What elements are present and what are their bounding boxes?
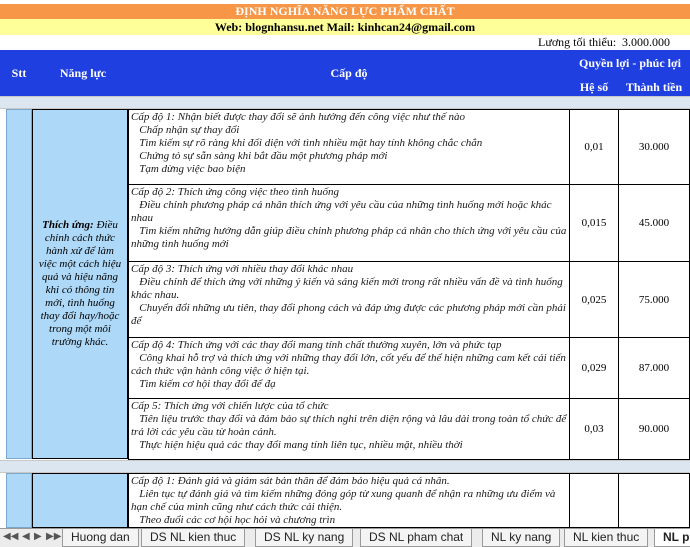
- level-5-thanh-tien: 90.000: [618, 398, 690, 460]
- level-5-text: Cấp 5: Thích ứng với chiến lược của tổ chức Tiên liệu trước thay đổi và đảm bảo sự thích nghi trên diện rộng và lâu dài trong toàn tổ chức để trả lời các yêu cầu từ hoàn cảnh. Thực hiện hiệu quả các thay đổi mang tính liên tục, nhiều mặt, nhiều thời: [131, 400, 567, 451]
- competency-description: Điều chỉnh cách thức hành xử để làm việc một cách hiệu quả và hiệu năng khi có thông tin mới, tình huống thay đổi hay/hoặc trong một môi trường khác.: [38, 219, 122, 348]
- header-nang-luc: Năng lực: [59, 66, 107, 80]
- salary-row: [0, 35, 690, 50]
- header-quyen-loi: Quyền lợi - phúc lợi: [579, 56, 681, 70]
- tab-nl-ky-nang[interactable]: NL ky nang: [482, 529, 560, 547]
- header-stt: Stt: [11, 66, 27, 80]
- sheet-tab-bar: [0, 528, 690, 547]
- level-3-text: Cấp độ 3: Thích ứng với nhiều thay đổi khác nhau Điều chỉnh để thích ứng với những ý kiến và sáng kiến mới trong rất nhiều vấn đề và tình huống khác nhau. Chuyển đổi những ưu tiên, thay đổi phong cách và đáp ứng được các phương pháp mới cần phải để: [131, 263, 566, 327]
- competency-name: Thích ứng:: [42, 219, 94, 231]
- salary-value: 3.000.000: [622, 35, 670, 49]
- stt-cell: [6, 109, 32, 459]
- web-mail-line: Web: blognhansu.net Mail: kinhcan24@gmail.com: [0, 19, 690, 35]
- next-he-so: [569, 473, 619, 528]
- level-2-text: Cấp độ 2: Thích ứng công việc theo tình huống Điều chỉnh phương pháp cá nhân thích ứng với yêu cầu của những tình huống mới hoặc khác nhau Tìm kiếm những hướng dẫn giúp điều chỉnh phương pháp cá nhân cho thích ứng với yêu cầu của những tình huống mới: [131, 186, 567, 250]
- next-level-row: [128, 473, 570, 528]
- tab-first-icon[interactable]: ◀◀: [3, 531, 19, 542]
- separator-row-2: [0, 460, 690, 473]
- level-4-thanh-tien: 87.000: [618, 337, 690, 399]
- tab-ds-nl-ky-nang[interactable]: DS NL ky nang: [255, 529, 353, 547]
- competency-cell: [32, 109, 128, 459]
- level-2-thanh-tien: 45.000: [618, 184, 690, 262]
- level-1-he-so: 0,01: [569, 109, 619, 185]
- level-1-text: Cấp độ 1: Nhận biết được thay đổi sẽ ảnh hưởng đến công việc như thế nào Chấp nhận sự thay đổi Tìm kiếm sự rõ ràng khi đối diện với tình nhiều mặt hay tính không chắc chắn Chứng tỏ sự sẵn sàng khi bắt đầu một phương pháp mới Tạm dừng việc bao biện: [131, 111, 483, 175]
- level-row-5: [128, 398, 570, 460]
- salary-label: Lương tối thiểu:: [538, 35, 617, 49]
- header-he-so: Hệ số: [579, 80, 609, 94]
- level-3-thanh-tien: 75.000: [618, 261, 690, 338]
- tab-nl-kien-thuc[interactable]: NL kien thuc: [564, 529, 648, 547]
- header-cap-do: Cấp độ: [330, 66, 368, 80]
- level-row-3: [128, 261, 570, 338]
- level-4-he-so: 0,029: [569, 337, 619, 399]
- level-row-1: [128, 109, 570, 185]
- sheet-title: ĐỊNH NGHĨA NĂNG LỰC PHẨM CHẤT: [0, 4, 690, 19]
- level-5-he-so: 0,03: [569, 398, 619, 460]
- tab-ds-nl-pham-chat[interactable]: DS NL pham chat: [360, 529, 472, 547]
- header-thanh-tien: Thành tiền: [625, 80, 683, 94]
- tab-nl-pham-chat[interactable]: NL p: [654, 529, 690, 547]
- next-competency-cell: [32, 473, 128, 528]
- level-2-he-so: 0,015: [569, 184, 619, 262]
- next-thanh-tien: [618, 473, 690, 528]
- tab-ds-nl-kien-thuc[interactable]: DS NL kien thuc: [141, 529, 245, 547]
- next-stt-cell: [6, 473, 32, 528]
- tab-prev-icon[interactable]: ◀: [22, 531, 30, 542]
- next-level-text: Cấp độ 1: Đánh giá và giám sát bản thân để đảm bảo hiệu quả cá nhân. Liên tục tự đánh giá và tìm kiếm những đóng góp từ xung quanh để nhận ra những ưu điểm và hạn chế của mình cũng như cách thức cải thiện. Theo đuổi các cơ hội học hỏi và chương trìn: [131, 475, 556, 526]
- table-header: [0, 50, 690, 96]
- level-4-text: Cấp độ 4: Thích ứng với các thay đổi mang tính chất thường xuyên, lớn và phức tạp Công khai hỗ trợ và thích ứng với những thay đổi lớn, cốt yếu để thể hiện những cam kết cải tiến cách thức vận hành công việc ở hiện tại. Tìm kiếm cơ hội thay đổi để đạ: [131, 339, 566, 390]
- level-3-he-so: 0,025: [569, 261, 619, 338]
- separator-row: [0, 96, 690, 109]
- tab-huong-dan[interactable]: Huong dan: [62, 529, 139, 547]
- tab-next-icon[interactable]: ▶: [34, 531, 42, 542]
- tab-last-icon[interactable]: ▶▶: [46, 531, 62, 542]
- level-1-thanh-tien: 30.000: [618, 109, 690, 185]
- level-row-4: [128, 337, 570, 399]
- level-row-2: [128, 184, 570, 262]
